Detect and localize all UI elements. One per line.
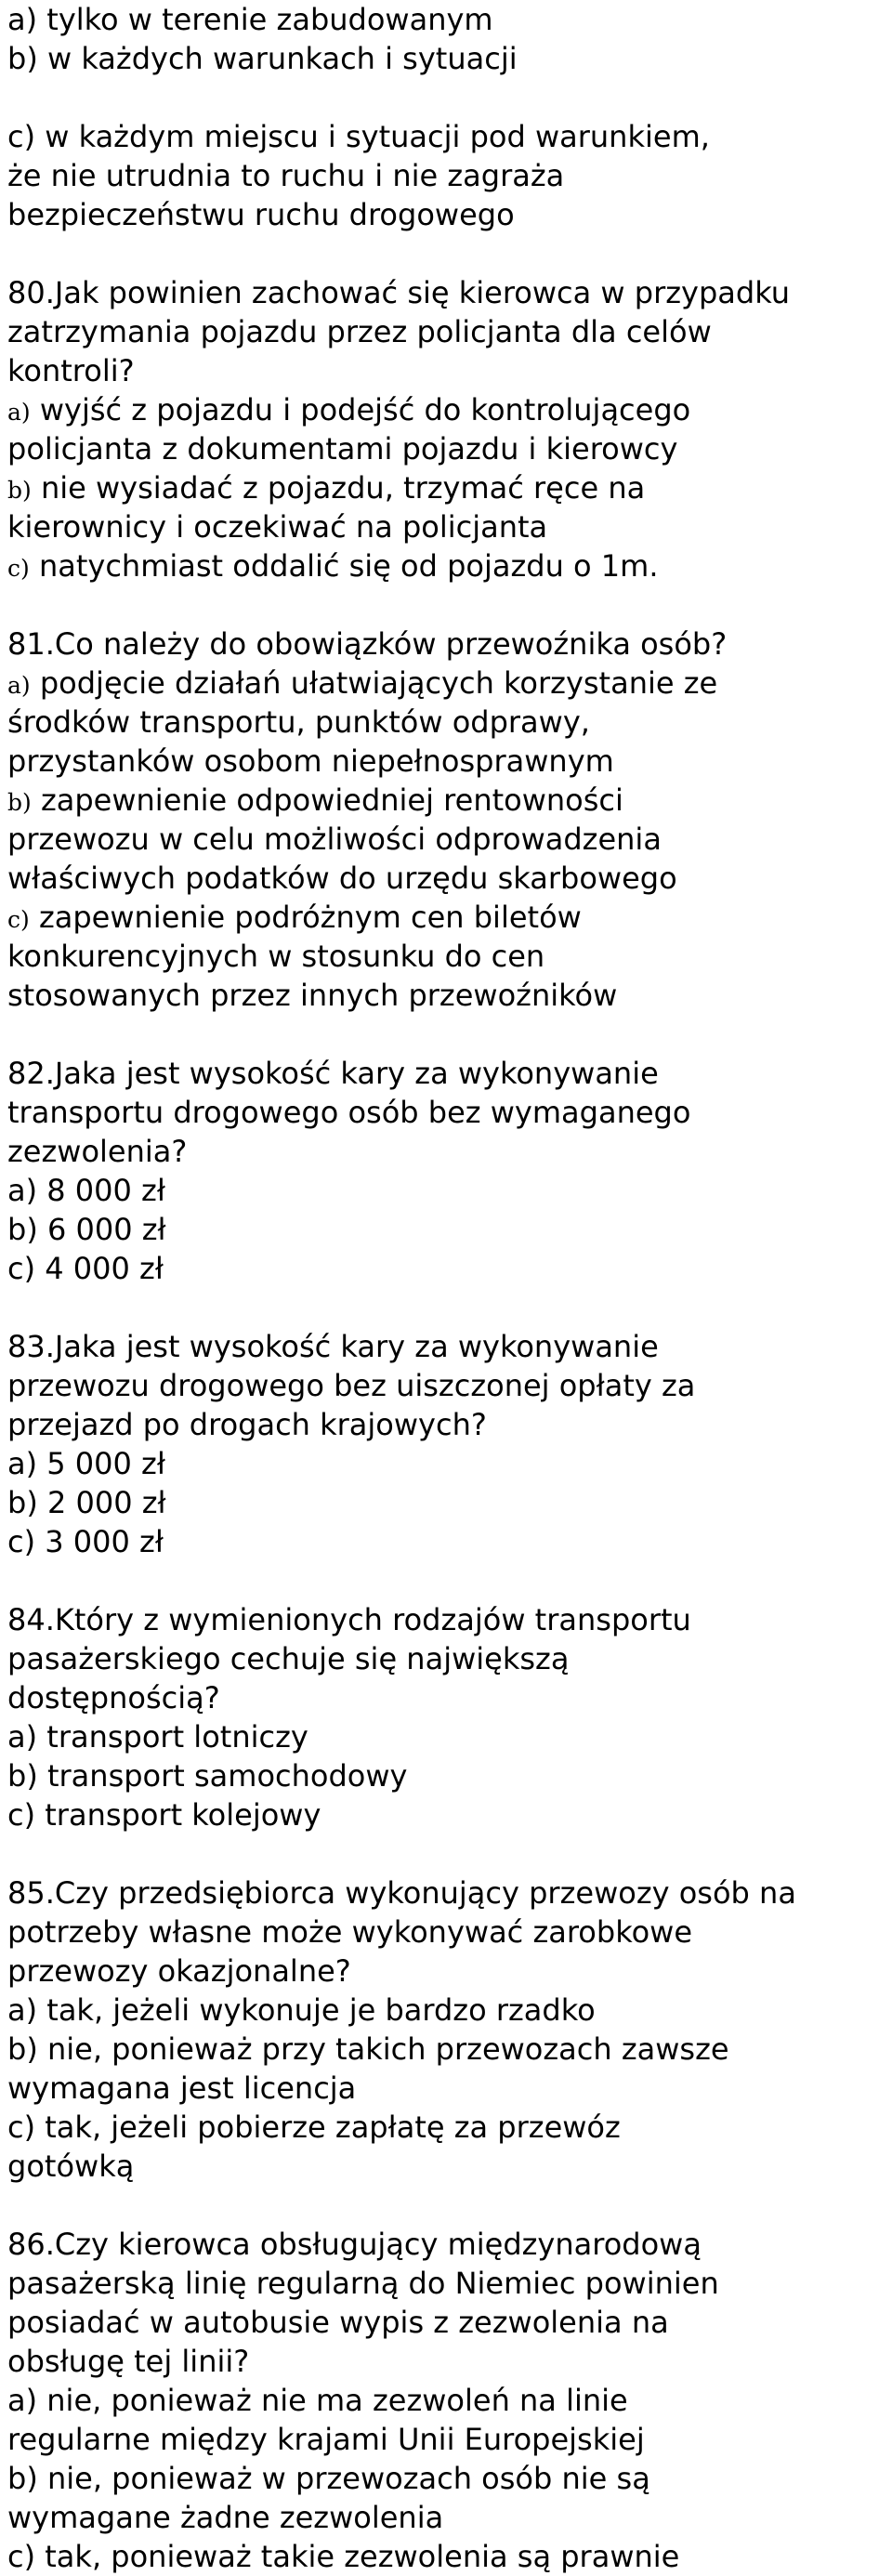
text-line [7,2108,883,2147]
text-line [7,2264,883,2303]
text-line [7,1249,883,1288]
answer-marker: b) [7,477,32,504]
question-block [7,1873,883,2186]
line-text: gotówką [7,2149,135,2184]
line-text: a) tylko w terenie zabudowanym [7,2,493,37]
line-text: stosowanych przez innych przewoźników [7,978,618,1013]
line-text: przewozu w celu możliwości odprowadzenia [7,821,662,857]
line-text: policjanta z dokumentami pojazdu i kierowcy [7,431,678,467]
line-text: a) nie, ponieważ nie ma zezwoleń na linie [7,2383,628,2418]
paragraph-gap [7,1561,883,1600]
line-text: właściwych podatków do urzędu skarbowego [7,861,677,896]
paragraph-gap [7,585,883,624]
text-line [7,39,883,78]
text-line [7,117,883,156]
line-text: 81.Co należy do obowiązków przewoźnika osób? [7,626,728,662]
paragraph-gap [7,234,883,273]
line-text: dostępnością? [7,1680,220,1715]
line-text: zatrzymania pojazdu przez policjanta dla celów [7,314,712,349]
text-line [7,2225,883,2264]
text-line [7,2069,883,2108]
line-text: wyjść z pojazdu i podejść do kontrolującego [30,392,691,427]
line-text: pasażerską linię regularną do Niemiec powinien [7,2266,719,2301]
question-block [7,0,883,78]
text-line [7,2459,883,2498]
text-line [7,664,883,703]
text-line [7,1952,883,1991]
line-text: b) nie, ponieważ przy takich przewozach zawsze [7,2031,729,2067]
paragraph-gap [7,1834,883,1873]
text-line [7,2342,883,2381]
text-line [7,429,883,468]
line-text: 85.Czy przedsiębiorca wykonujący przewozy osób na [7,1875,796,1911]
line-text: przystanków osobom niepełnosprawnym [7,743,614,779]
answer-marker: a) [7,672,31,699]
text-line [7,1795,883,1834]
answer-marker: b) [7,789,32,816]
line-text: a) 5 000 zł [7,1446,165,1481]
line-text: wymagane żadne zezwolenia [7,2500,444,2535]
line-text: b) w każdych warunkach i sytuacji [7,41,518,76]
line-text: środków transportu, punktów odprawy, [7,704,590,740]
text-line [7,2498,883,2537]
question-block [7,273,883,585]
line-text: nie wysiadać z pojazdu, trzymać ręce na [31,470,646,506]
text-line [7,2381,883,2420]
line-text: że nie utrudnia to ruchu i nie zagraża [7,158,565,193]
line-text: przewozy okazjonalne? [7,1953,351,1989]
text-line [7,156,883,195]
text-line [7,898,883,937]
text-line [7,742,883,781]
line-text: c) transport kolejowy [7,1797,321,1833]
line-text: wymagana jest licencja [7,2070,357,2106]
question-block [7,1327,883,1561]
line-text: b) 6 000 zł [7,1212,166,1247]
text-line [7,390,883,429]
line-text: a) 8 000 zł [7,1173,165,1208]
text-line [7,1327,883,1366]
text-line [7,859,883,898]
line-text: bezpieczeństwu ruchu drogowego [7,197,515,232]
text-line [7,1639,883,1678]
answer-marker: c) [7,555,30,582]
line-text: c) tak, ponieważ takie zezwolenia są prawnie [7,2539,680,2574]
line-text: b) nie, ponieważ w przewozach osób nie są [7,2461,650,2496]
text-line [7,1093,883,1132]
line-text: potrzeby własne może wykonywać zarobkowe [7,1914,693,1950]
line-text: przejazd po drogach krajowych? [7,1407,487,1442]
text-line [7,703,883,742]
line-text: 80.Jak powinien zachować się kierowca w przypadku [7,275,791,310]
question-block [7,624,883,1015]
text-line [7,195,883,234]
line-text: zapewnienie podróżnym cen biletów [29,900,582,935]
question-block [7,117,883,234]
text-line [7,351,883,390]
text-line [7,820,883,859]
line-text: c) 3 000 zł [7,1524,164,1559]
paragraph-gap [7,1015,883,1054]
text-line [7,1132,883,1171]
text-line [7,1600,883,1639]
text-line [7,546,883,585]
line-text: obsługę tej linii? [7,2344,250,2379]
text-line [7,2147,883,2186]
text-line [7,781,883,820]
text-line [7,1210,883,1249]
question-block [7,2225,883,2576]
text-line [7,937,883,976]
paragraph-gap [7,78,883,117]
line-text: pasażerskiego cechuje się największą [7,1641,570,1676]
line-text: natychmiast oddalić się od pojazdu o 1m. [29,548,659,584]
text-line [7,2303,883,2342]
line-text: c) tak, jeżeli pobierze zapłatę za przewóz [7,2109,621,2145]
line-text: zapewnienie odpowiedniej rentowności [31,782,623,818]
line-text: c) w każdym miejscu i sytuacji pod warunkiem, [7,119,710,154]
text-line [7,1912,883,1952]
line-text: a) tak, jeżeli wykonuje je bardzo rzadko [7,1992,596,2028]
line-text: regularne między krajami Unii Europejskiej [7,2422,645,2457]
text-line [7,507,883,546]
text-line [7,2030,883,2069]
line-text: c) 4 000 zł [7,1251,164,1286]
answer-marker: c) [7,906,30,933]
line-text: transportu drogowego osób bez wymaganego [7,1095,691,1130]
text-line [7,2420,883,2459]
text-line [7,312,883,351]
text-line [7,976,883,1015]
line-text: b) 2 000 zł [7,1485,166,1520]
text-line [7,1483,883,1522]
text-line [7,2537,883,2576]
question-block [7,1600,883,1834]
text-line [7,1171,883,1210]
line-text: posiadać w autobusie wypis z zezwolenia na [7,2305,669,2340]
line-text: kontroli? [7,353,135,388]
text-line [7,1873,883,1912]
text-line [7,1405,883,1444]
text-line [7,1444,883,1483]
text-line [7,1678,883,1717]
text-line [7,468,883,507]
line-text: kierownicy i oczekiwać na policjanta [7,509,548,545]
line-text: podjęcie działań ułatwiających korzystanie ze [30,665,718,701]
text-line [7,1991,883,2030]
text-line [7,1717,883,1756]
text-line [7,1756,883,1795]
line-text: 86.Czy kierowca obsługujący międzynarodową [7,2227,702,2262]
line-text: 82.Jaka jest wysokość kary za wykonywanie [7,1056,659,1091]
paragraph-gap [7,2186,883,2225]
text-line [7,1054,883,1093]
line-text: przewozu drogowego bez uiszczonej opłaty za [7,1368,696,1403]
question-block [7,1054,883,1288]
text-line [7,273,883,312]
answer-marker: a) [7,399,31,426]
line-text: zezwolenia? [7,1134,188,1169]
text-line [7,1366,883,1405]
line-text: konkurencyjnych w stosunku do cen [7,939,545,974]
line-text: 84.Który z wymienionych rodzajów transportu [7,1602,691,1637]
paragraph-gap [7,1288,883,1327]
line-text: a) transport lotniczy [7,1719,308,1755]
text-line [7,1522,883,1561]
line-text: 83.Jaka jest wysokość kary za wykonywanie [7,1329,659,1364]
line-text: b) transport samochodowy [7,1758,408,1794]
text-line [7,0,883,39]
text-line [7,624,883,664]
